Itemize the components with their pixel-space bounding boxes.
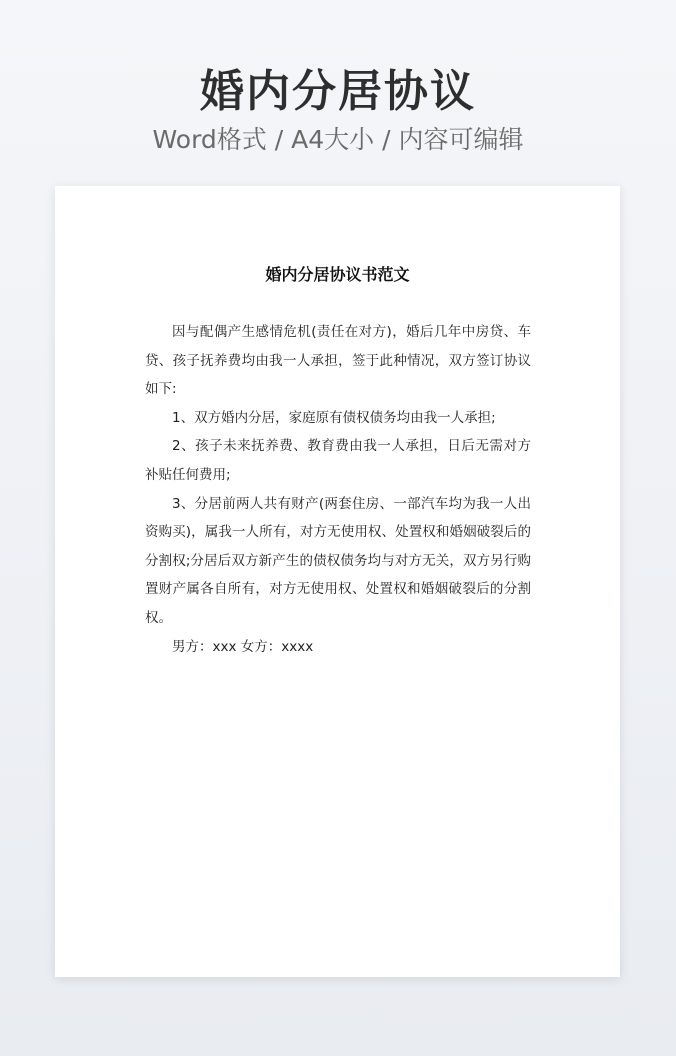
page-subtitle: Word格式 / A4大小 / 内容可编辑: [152, 125, 524, 154]
paragraph-clause-2: 2、孩子未来抚养费、教育费由我一人承担，日后无需对方补贴任何费用;: [145, 438, 531, 483]
header: [0, 64, 676, 156]
paragraph-clause-3: 3、分居前两人共有财产(两套住房、一部汽车均为我一人出资购买)，属我一人所有，对方无使用权、处置权和婚姻破裂后的分割权;分居后双方新产生的债权债务均与对方无关，双方另行购置财产属各自所有，对方无使用权、处置权和婚姻破裂后的分割权。: [145, 495, 531, 626]
document-page: [55, 186, 620, 977]
document-body: [145, 318, 531, 661]
page-title: 婚内分居协议: [200, 66, 476, 117]
document-title: 婚内分居协议书范文: [265, 265, 410, 284]
paragraph-intro: 因与配偶产生感情危机(责任在对方)，婚后几年中房贷、车贷、孩子抚养费均由我一人承担，签于此种情况，双方签订协议如下:: [145, 324, 531, 398]
paragraph-signatures: 男方：xxx 女方：xxxx: [172, 638, 314, 655]
paragraph-clause-1: 1、双方婚内分居，家庭原有债权债务均由我一人承担;: [172, 409, 496, 426]
